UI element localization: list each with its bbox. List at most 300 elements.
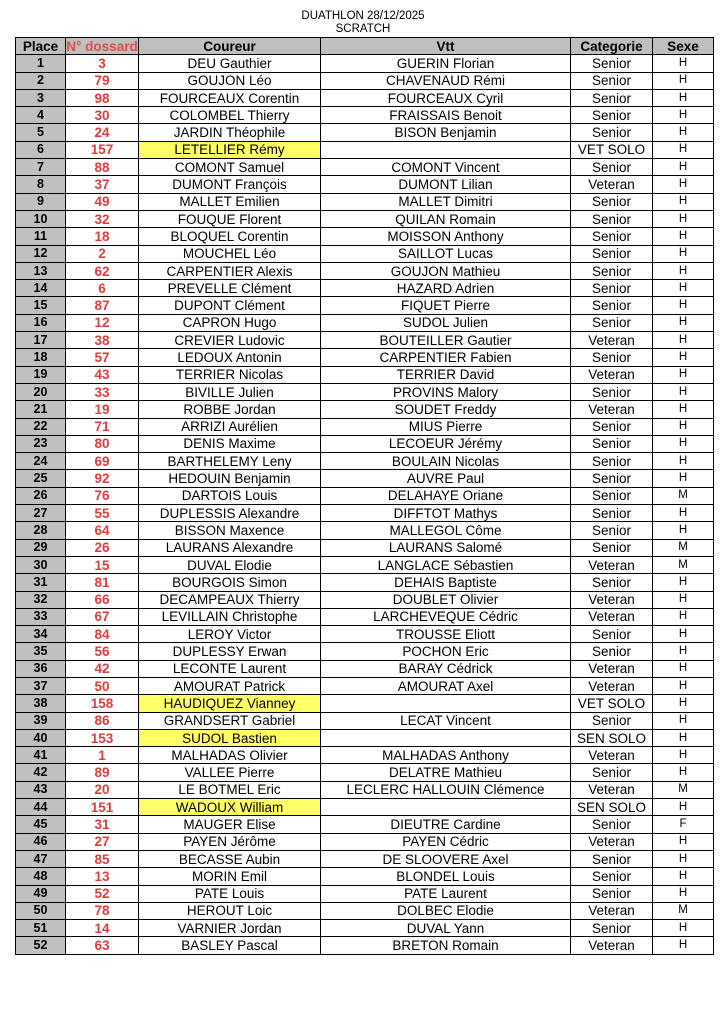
cell-vtt: FOURCEAUX Cyril [321, 89, 571, 106]
cell-sexe: H [653, 920, 714, 937]
cell-dossard: 78 [66, 902, 139, 919]
cell-categorie: Veteran [571, 902, 653, 919]
cell-categorie: Veteran [571, 591, 653, 608]
cell-coureur: ARRIZI Aurélien [139, 418, 321, 435]
cell-coureur: BECASSE Aubin [139, 850, 321, 867]
cell-coureur: HAUDIQUEZ Vianney [139, 695, 321, 712]
table-row [16, 522, 714, 539]
cell-dossard: 13 [66, 868, 139, 885]
cell-vtt: GUERIN Florian [321, 55, 571, 72]
cell-sexe: H [653, 677, 714, 694]
cell-sexe: H [653, 608, 714, 625]
cell-vtt: DIFFTOT Mathys [321, 505, 571, 522]
cell-vtt: BLONDEL Louis [321, 868, 571, 885]
cell-place: 28 [16, 522, 66, 539]
cell-vtt: BOULAIN Nicolas [321, 453, 571, 470]
table-row [16, 677, 714, 694]
cell-dossard: 85 [66, 850, 139, 867]
cell-place: 1 [16, 55, 66, 72]
cell-place: 29 [16, 539, 66, 556]
table-row [16, 816, 714, 833]
cell-sexe: H [653, 937, 714, 954]
cell-sexe: H [653, 833, 714, 850]
cell-sexe: H [653, 332, 714, 349]
cell-vtt: CARPENTIER Fabien [321, 349, 571, 366]
cell-place: 7 [16, 159, 66, 176]
cell-place: 27 [16, 505, 66, 522]
cell-place: 19 [16, 366, 66, 383]
cell-sexe: H [653, 89, 714, 106]
cell-coureur: CAPRON Hugo [139, 314, 321, 331]
cell-coureur: MALLET Emilien [139, 193, 321, 210]
cell-place: 39 [16, 712, 66, 729]
cell-categorie: Veteran [571, 833, 653, 850]
cell-categorie: Veteran [571, 781, 653, 798]
cell-categorie: Senior [571, 297, 653, 314]
cell-place: 18 [16, 349, 66, 366]
cell-place: 36 [16, 660, 66, 677]
cell-place: 20 [16, 383, 66, 400]
cell-place: 9 [16, 193, 66, 210]
cell-sexe: H [653, 366, 714, 383]
cell-coureur: BOURGOIS Simon [139, 574, 321, 591]
cell-sexe: H [653, 141, 714, 158]
cell-place: 47 [16, 850, 66, 867]
table-row [16, 574, 714, 591]
table-row [16, 850, 714, 867]
cell-categorie: Veteran [571, 937, 653, 954]
table-row [16, 868, 714, 885]
table-row [16, 470, 714, 487]
cell-sexe: H [653, 124, 714, 141]
cell-dossard: 18 [66, 228, 139, 245]
table-row [16, 107, 714, 124]
cell-coureur: HEROUT Loic [139, 902, 321, 919]
cell-coureur: LE BOTMEL Eric [139, 781, 321, 798]
table-row [16, 349, 714, 366]
cell-coureur: DENIS Maxime [139, 435, 321, 452]
cell-sexe: H [653, 574, 714, 591]
cell-sexe: H [653, 591, 714, 608]
cell-vtt: PAYEN Cédric [321, 833, 571, 850]
cell-place: 48 [16, 868, 66, 885]
cell-vtt: TERRIER David [321, 366, 571, 383]
cell-vtt: LECLERC HALLOUIN Clémence [321, 781, 571, 798]
cell-vtt: BRETON Romain [321, 937, 571, 954]
cell-categorie: Senior [571, 349, 653, 366]
cell-dossard: 12 [66, 314, 139, 331]
cell-categorie: Senior [571, 89, 653, 106]
cell-dossard: 71 [66, 418, 139, 435]
cell-coureur: MALHADAS Olivier [139, 747, 321, 764]
table-row [16, 141, 714, 158]
table-row [16, 435, 714, 452]
cell-place: 32 [16, 591, 66, 608]
cell-place: 52 [16, 937, 66, 954]
cell-dossard: 89 [66, 764, 139, 781]
cell-place: 11 [16, 228, 66, 245]
cell-sexe: H [653, 159, 714, 176]
cell-vtt: QUILAN Romain [321, 210, 571, 227]
cell-dossard: 26 [66, 539, 139, 556]
cell-coureur: BIVILLE Julien [139, 383, 321, 400]
cell-dossard: 79 [66, 72, 139, 89]
cell-coureur: GRANDSERT Gabriel [139, 712, 321, 729]
cell-sexe: M [653, 902, 714, 919]
cell-dossard: 31 [66, 816, 139, 833]
cell-vtt: SOUDET Freddy [321, 401, 571, 418]
cell-sexe: H [653, 522, 714, 539]
cell-categorie: Senior [571, 228, 653, 245]
cell-dossard: 52 [66, 885, 139, 902]
cell-place: 38 [16, 695, 66, 712]
cell-sexe: H [653, 453, 714, 470]
cell-categorie: Senior [571, 193, 653, 210]
cell-vtt: DIEUTRE Cardine [321, 816, 571, 833]
table-row [16, 920, 714, 937]
cell-sexe: H [653, 885, 714, 902]
cell-vtt: DEHAIS Baptiste [321, 574, 571, 591]
cell-vtt: DUVAL Yann [321, 920, 571, 937]
table-row [16, 401, 714, 418]
table-row [16, 695, 714, 712]
cell-place: 37 [16, 677, 66, 694]
cell-sexe: H [653, 868, 714, 885]
cell-sexe: H [653, 210, 714, 227]
cell-vtt: FIQUET Pierre [321, 297, 571, 314]
table-row [16, 228, 714, 245]
cell-dossard: 81 [66, 574, 139, 591]
cell-coureur: MORIN Emil [139, 868, 321, 885]
cell-place: 17 [16, 332, 66, 349]
cell-vtt [321, 729, 571, 746]
cell-vtt: PROVINS Malory [321, 383, 571, 400]
cell-vtt: MOISSON Anthony [321, 228, 571, 245]
cell-categorie: Senior [571, 539, 653, 556]
cell-vtt: FRAISSAIS Benoit [321, 107, 571, 124]
header-coureur: Coureur [139, 38, 321, 55]
cell-place: 50 [16, 902, 66, 919]
cell-vtt: SAILLOT Lucas [321, 245, 571, 262]
cell-sexe: H [653, 660, 714, 677]
cell-categorie: Senior [571, 245, 653, 262]
cell-coureur: FOURCEAUX Corentin [139, 89, 321, 106]
cell-coureur: DUMONT François [139, 176, 321, 193]
table-row [16, 262, 714, 279]
cell-vtt: COMONT Vincent [321, 159, 571, 176]
cell-sexe: H [653, 764, 714, 781]
cell-dossard: 24 [66, 124, 139, 141]
table-row [16, 383, 714, 400]
cell-coureur: PREVELLE Clément [139, 280, 321, 297]
cell-vtt: AMOURAT Axel [321, 677, 571, 694]
cell-sexe: H [653, 695, 714, 712]
cell-vtt: HAZARD Adrien [321, 280, 571, 297]
cell-vtt: MALLEGOL Côme [321, 522, 571, 539]
cell-sexe: H [653, 401, 714, 418]
cell-categorie: Senior [571, 505, 653, 522]
cell-categorie: Senior [571, 210, 653, 227]
cell-dossard: 76 [66, 487, 139, 504]
cell-categorie: Senior [571, 453, 653, 470]
cell-place: 12 [16, 245, 66, 262]
cell-coureur: MOUCHEL Léo [139, 245, 321, 262]
cell-sexe: H [653, 314, 714, 331]
table-row [16, 89, 714, 106]
table-row [16, 556, 714, 573]
cell-dossard: 55 [66, 505, 139, 522]
table-row [16, 210, 714, 227]
table-row [16, 591, 714, 608]
table-row [16, 418, 714, 435]
cell-categorie: Senior [571, 383, 653, 400]
cell-coureur: ROBBE Jordan [139, 401, 321, 418]
cell-place: 8 [16, 176, 66, 193]
table-row [16, 487, 714, 504]
cell-sexe: H [653, 228, 714, 245]
cell-sexe: H [653, 747, 714, 764]
cell-place: 33 [16, 608, 66, 625]
cell-dossard: 50 [66, 677, 139, 694]
cell-place: 14 [16, 280, 66, 297]
cell-coureur: DUPLESSIS Alexandre [139, 505, 321, 522]
cell-dossard: 1 [66, 747, 139, 764]
cell-place: 2 [16, 72, 66, 89]
table-row [16, 193, 714, 210]
cell-dossard: 57 [66, 349, 139, 366]
cell-categorie: SEN SOLO [571, 729, 653, 746]
cell-dossard: 30 [66, 107, 139, 124]
cell-dossard: 67 [66, 608, 139, 625]
cell-coureur: LEROY Victor [139, 626, 321, 643]
page-title: DUATHLON 28/12/2025 [301, 10, 425, 22]
table-row [16, 314, 714, 331]
header-vtt: Vtt [321, 38, 571, 55]
header-sexe: Sexe [653, 38, 714, 55]
cell-coureur: COLOMBEL Thierry [139, 107, 321, 124]
cell-vtt [321, 141, 571, 158]
cell-dossard: 98 [66, 89, 139, 106]
cell-coureur: DUVAL Elodie [139, 556, 321, 573]
table-row [16, 729, 714, 746]
table-row [16, 55, 714, 72]
cell-sexe: H [653, 418, 714, 435]
cell-coureur: WADOUX William [139, 799, 321, 816]
cell-categorie: Veteran [571, 556, 653, 573]
cell-dossard: 15 [66, 556, 139, 573]
cell-categorie: Senior [571, 574, 653, 591]
cell-categorie: Senior [571, 816, 653, 833]
cell-categorie: Senior [571, 643, 653, 660]
cell-vtt: DOUBLET Olivier [321, 591, 571, 608]
cell-vtt: MIUS Pierre [321, 418, 571, 435]
cell-place: 26 [16, 487, 66, 504]
cell-vtt: DELATRE Mathieu [321, 764, 571, 781]
cell-categorie: Veteran [571, 677, 653, 694]
cell-coureur: HEDOUIN Benjamin [139, 470, 321, 487]
cell-sexe: M [653, 556, 714, 573]
cell-sexe: H [653, 470, 714, 487]
cell-dossard: 32 [66, 210, 139, 227]
table-row [16, 608, 714, 625]
table-row [16, 159, 714, 176]
cell-categorie: Senior [571, 280, 653, 297]
cell-coureur: SUDOL Bastien [139, 729, 321, 746]
cell-coureur: LEVILLAIN Christophe [139, 608, 321, 625]
table-row [16, 626, 714, 643]
cell-vtt: MALHADAS Anthony [321, 747, 571, 764]
cell-categorie: Senior [571, 159, 653, 176]
cell-coureur: JARDIN Théophile [139, 124, 321, 141]
table-row [16, 124, 714, 141]
cell-dossard: 63 [66, 937, 139, 954]
cell-dossard: 66 [66, 591, 139, 608]
cell-place: 44 [16, 799, 66, 816]
cell-dossard: 80 [66, 435, 139, 452]
cell-dossard: 158 [66, 695, 139, 712]
cell-place: 4 [16, 107, 66, 124]
cell-coureur: GOUJON Léo [139, 72, 321, 89]
cell-vtt: DUMONT Lilian [321, 176, 571, 193]
cell-place: 30 [16, 556, 66, 573]
cell-categorie: Senior [571, 850, 653, 867]
cell-vtt: DELAHAYE Oriane [321, 487, 571, 504]
cell-categorie: Senior [571, 262, 653, 279]
table-row [16, 332, 714, 349]
cell-coureur: PAYEN Jérôme [139, 833, 321, 850]
cell-dossard: 62 [66, 262, 139, 279]
cell-dossard: 86 [66, 712, 139, 729]
cell-categorie: Senior [571, 72, 653, 89]
table-row [16, 453, 714, 470]
cell-categorie: Veteran [571, 660, 653, 677]
cell-place: 45 [16, 816, 66, 833]
cell-sexe: H [653, 383, 714, 400]
cell-categorie: Senior [571, 712, 653, 729]
page-subtitle: SCRATCH [335, 23, 391, 35]
cell-place: 16 [16, 314, 66, 331]
cell-categorie: Veteran [571, 176, 653, 193]
cell-categorie: Veteran [571, 366, 653, 383]
cell-vtt [321, 695, 571, 712]
cell-dossard: 43 [66, 366, 139, 383]
cell-sexe: H [653, 729, 714, 746]
cell-dossard: 6 [66, 280, 139, 297]
cell-place: 42 [16, 764, 66, 781]
cell-dossard: 87 [66, 297, 139, 314]
results-table [15, 37, 714, 955]
cell-categorie: Senior [571, 470, 653, 487]
cell-sexe: F [653, 816, 714, 833]
cell-coureur: BARTHELEMY Leny [139, 453, 321, 470]
cell-dossard: 64 [66, 522, 139, 539]
cell-place: 6 [16, 141, 66, 158]
cell-coureur: TERRIER Nicolas [139, 366, 321, 383]
cell-dossard: 157 [66, 141, 139, 158]
table-row [16, 712, 714, 729]
cell-coureur: DUPLESSY Erwan [139, 643, 321, 660]
table-row [16, 643, 714, 660]
cell-categorie: Veteran [571, 747, 653, 764]
cell-categorie: Senior [571, 487, 653, 504]
cell-place: 40 [16, 729, 66, 746]
table-row [16, 885, 714, 902]
cell-coureur: BISSON Maxence [139, 522, 321, 539]
cell-coureur: FOUQUE Florent [139, 210, 321, 227]
table-row [16, 539, 714, 556]
cell-vtt: PATE Laurent [321, 885, 571, 902]
cell-vtt: BOUTEILLER Gautier [321, 332, 571, 349]
cell-coureur: CARPENTIER Alexis [139, 262, 321, 279]
cell-place: 15 [16, 297, 66, 314]
cell-dossard: 69 [66, 453, 139, 470]
table-row [16, 505, 714, 522]
cell-sexe: H [653, 176, 714, 193]
cell-coureur: LAURANS Alexandre [139, 539, 321, 556]
cell-place: 13 [16, 262, 66, 279]
cell-sexe: M [653, 487, 714, 504]
cell-sexe: H [653, 55, 714, 72]
cell-coureur: BLOQUEL Corentin [139, 228, 321, 245]
cell-categorie: VET SOLO [571, 141, 653, 158]
cell-categorie: Senior [571, 107, 653, 124]
cell-dossard: 20 [66, 781, 139, 798]
cell-sexe: H [653, 626, 714, 643]
header-place: Place [16, 38, 66, 55]
cell-dossard: 153 [66, 729, 139, 746]
header-dossard: N° dossard [66, 38, 138, 54]
table-row [16, 764, 714, 781]
cell-coureur: LECONTE Laurent [139, 660, 321, 677]
table-header-row [16, 38, 714, 55]
table-row [16, 72, 714, 89]
cell-place: 35 [16, 643, 66, 660]
cell-coureur: MAUGER Elise [139, 816, 321, 833]
cell-place: 23 [16, 435, 66, 452]
cell-vtt: DE SLOOVERE Axel [321, 850, 571, 867]
cell-vtt: LAURANS Salomé [321, 539, 571, 556]
cell-coureur: DUPONT Clément [139, 297, 321, 314]
table-row [16, 366, 714, 383]
cell-categorie: Senior [571, 418, 653, 435]
header-categorie: Categorie [571, 38, 653, 55]
cell-coureur: VARNIER Jordan [139, 920, 321, 937]
table-row [16, 799, 714, 816]
cell-sexe: H [653, 799, 714, 816]
cell-vtt: POCHON Eric [321, 643, 571, 660]
cell-vtt: MALLET Dimitri [321, 193, 571, 210]
cell-vtt: DOLBEC Elodie [321, 902, 571, 919]
cell-dossard: 49 [66, 193, 139, 210]
cell-place: 31 [16, 574, 66, 591]
cell-place: 10 [16, 210, 66, 227]
cell-categorie: Senior [571, 868, 653, 885]
cell-sexe: H [653, 850, 714, 867]
cell-categorie: Senior [571, 435, 653, 452]
cell-place: 3 [16, 89, 66, 106]
cell-dossard: 84 [66, 626, 139, 643]
cell-dossard: 3 [66, 55, 139, 72]
cell-place: 5 [16, 124, 66, 141]
cell-vtt: BARAY Cédrick [321, 660, 571, 677]
cell-sexe: H [653, 72, 714, 89]
cell-sexe: H [653, 505, 714, 522]
table-row [16, 280, 714, 297]
table-row [16, 747, 714, 764]
table-row [16, 781, 714, 798]
cell-categorie: Senior [571, 764, 653, 781]
cell-coureur: DECAMPEAUX Thierry [139, 591, 321, 608]
